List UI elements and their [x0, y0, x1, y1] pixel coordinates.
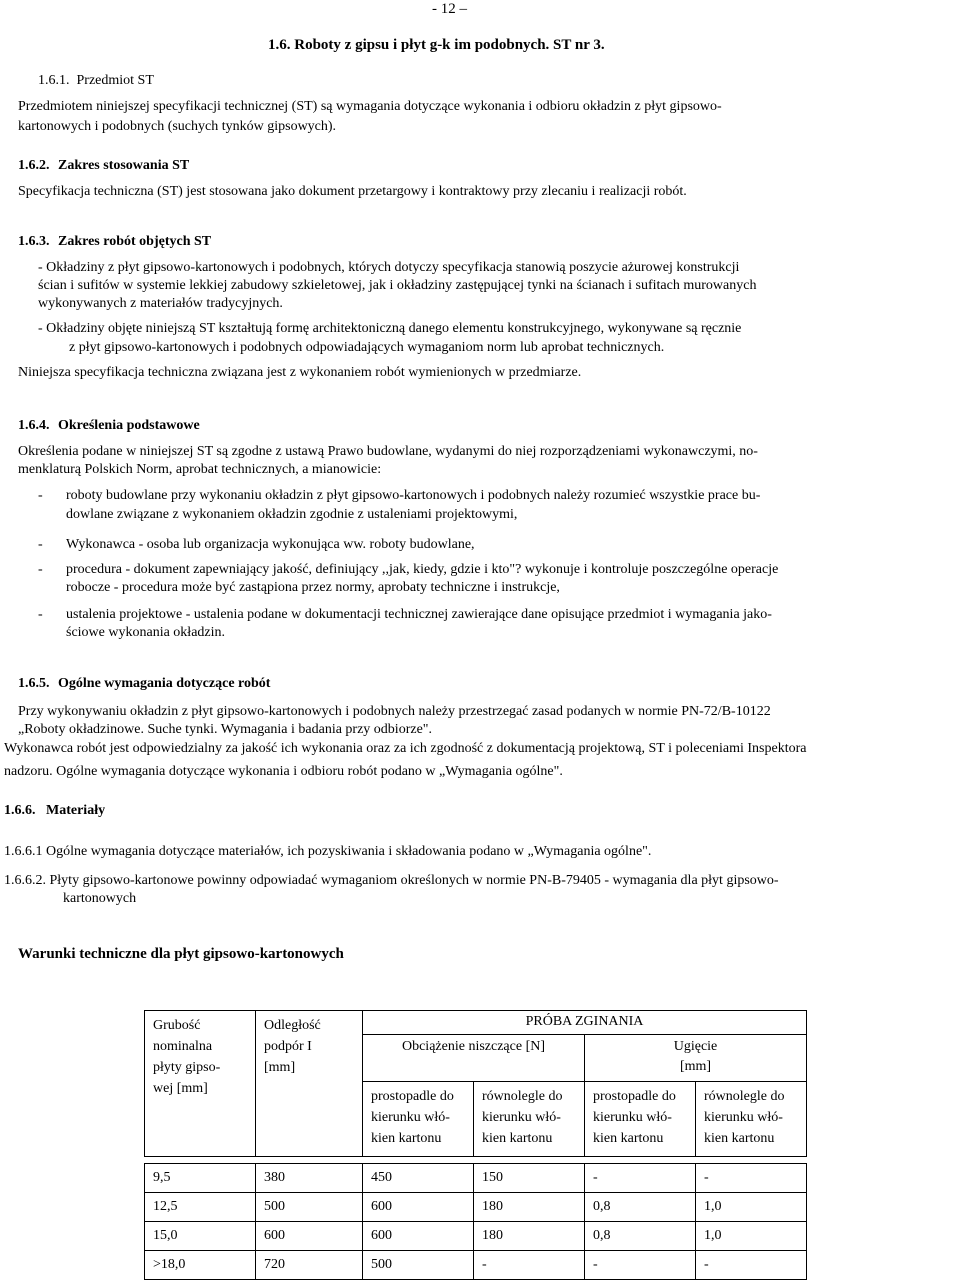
section-1-6-1-heading: [38, 72, 154, 90]
table-cell: 500: [363, 1251, 474, 1280]
table-cell: -: [696, 1164, 807, 1193]
chapter-heading: 1.6. Roboty z gipsu i płyt g-k im podobnych. ST nr 3.: [268, 37, 605, 53]
table-cell: 720: [256, 1251, 363, 1280]
header-line: kien kartonu: [482, 1130, 553, 1146]
section-number: 1.6.5.: [18, 676, 50, 691]
list-item-line: - Okładziny z płyt gipsowo-kartonowych i podobnych, których dotyczy specyfikacja stanowią poszycie ażurowej konstrukcji: [38, 260, 740, 275]
header-line: równolegle do: [704, 1088, 785, 1104]
header-odleglosc: [256, 1011, 363, 1157]
header-prostopadle: [363, 1081, 474, 1156]
table-cell: 12,5: [145, 1193, 256, 1222]
paragraph-line: „Roboty okładzinowe. Suche tynki. Wymagania i badania przy odbiorze".: [18, 722, 432, 737]
section-number: 1.6.3.: [18, 234, 50, 249]
table-title: Warunki techniczne dla płyt gipsowo-kartonowych: [18, 946, 344, 962]
section-title: Zakres stosowania ST: [58, 158, 190, 173]
paragraph-line: 1.6.6.1 Ogólne wymagania dotyczące materiałów, ich pozyskiwania i składowania podano w „Wymagania ogólne".: [4, 844, 652, 859]
table-cell: 600: [363, 1193, 474, 1222]
table-cell: 180: [474, 1193, 585, 1222]
table-cell: >18,0: [145, 1251, 256, 1280]
list-item-line: ustalenia projektowe - ustalenia podane w dokumentacji technicznej zawierające dane opisujące przedmiot i wymagania jako-: [66, 607, 772, 622]
paragraph-line: Przedmiotem niniejszej specyfikacji technicznej (ST) są wymagania dotyczące wykonania i odbioru okładzin z płyt gipsowo-: [18, 99, 722, 114]
table-cell: 1,0: [696, 1193, 807, 1222]
header-obciazenie: Obciążenie niszczące [N]: [363, 1034, 585, 1081]
paragraph-line: 1.6.6.2. Płyty gipsowo-kartonowe powinny odpowiadać wymaganiom określonych w normie PN-B-79405 - wymagania dla płyt gipsowo-: [4, 873, 779, 888]
header-line: Ugięcie: [673, 1038, 718, 1054]
header-line: nominalna: [153, 1039, 213, 1054]
header-line: kien kartonu: [593, 1130, 664, 1146]
header-line: prostopadle do: [371, 1088, 454, 1104]
section-title: Przedmiot ST: [76, 73, 154, 88]
header-line: kierunku włó-: [593, 1109, 672, 1125]
table-cell: 180: [474, 1222, 585, 1251]
table-cell: -: [585, 1251, 696, 1280]
section-1-6-3-heading: [18, 233, 211, 251]
table-cell: 450: [363, 1164, 474, 1193]
bullet-dash: -: [38, 488, 43, 503]
table-row: [145, 1251, 807, 1280]
list-item-line: robocze - procedura może być zastąpiona przez normy, aprobaty techniczne i instrukcje,: [66, 580, 560, 595]
header-line: prostopadle do: [593, 1088, 676, 1104]
header-ugiecie: [585, 1034, 807, 1081]
section-title: Określenia podstawowe: [58, 418, 200, 433]
table-cell: 0,8: [585, 1222, 696, 1251]
header-line: płyty gipso-: [153, 1060, 221, 1075]
header-line: kierunku włó-: [482, 1109, 561, 1125]
table-cell: 600: [256, 1222, 363, 1251]
technical-conditions-table: [144, 1010, 807, 1280]
list-item-line: - Okładziny objęte niniejszą ST kształtują formę architektoniczną danego elementu konstrukcyjnego, wykonywane są ręcznie: [38, 321, 742, 336]
list-item-line: ścian i sufitów w systemie lekkiej zabudowy szkieletowej, jak i okładziny zastępującej tynki na ścianach i sufitach murowanych: [38, 278, 757, 293]
paragraph-line: nadzoru. Ogólne wymagania dotyczące wykonania i odbioru robót podano w „Wymagania ogólne".: [4, 764, 563, 779]
list-item-line: wykonywanych z materiałów tradycyjnych.: [38, 296, 283, 311]
header-rownolegle: [474, 1081, 585, 1156]
table-cell: 600: [363, 1222, 474, 1251]
section-number: 1.6.1.: [38, 73, 70, 88]
list-item-line: ściowe wykonania okładzin.: [66, 625, 226, 640]
header-line: kierunku włó-: [704, 1109, 783, 1125]
header-line: [mm]: [679, 1058, 712, 1074]
table-row: [145, 1164, 807, 1193]
table-cell: -: [696, 1251, 807, 1280]
list-item-line: Wykonawca - osoba lub organizacja wykonująca ww. roboty budowlane,: [66, 537, 475, 552]
bullet-dash: -: [38, 537, 43, 552]
paragraph-line: Określenia podane w niniejszej ST są zgodne z ustawą Prawo budowlane, wydanymi do niej rozporządzeniami wykonawczymi, no-: [18, 444, 758, 459]
table-cell: 15,0: [145, 1222, 256, 1251]
header-line: kien kartonu: [704, 1130, 775, 1146]
header-line: [mm]: [264, 1060, 296, 1075]
bullet-dash: -: [38, 562, 43, 577]
section-1-6-6-heading: 1.6.6. Materiały: [4, 803, 106, 818]
section-title: Ogólne wymagania dotyczące robót: [58, 676, 271, 691]
table-cell: 9,5: [145, 1164, 256, 1193]
table-header-row: [145, 1011, 807, 1035]
table-cell: 380: [256, 1164, 363, 1193]
page-number: - 12 –: [432, 1, 467, 17]
table-row: [145, 1193, 807, 1222]
paragraph-line: menklaturą Polskich Norm, aprobat technicznych, a mianowicie:: [18, 462, 382, 477]
paragraph-line: Wykonawca robót jest odpowiedzialny za jakość ich wykonania oraz za ich zgodność z dokumentacją projektową, ST i poleceniami Inspektora: [4, 741, 807, 756]
header-line: równolegle do: [482, 1088, 563, 1104]
section-number: 1.6.2.: [18, 158, 50, 173]
table-cell: -: [585, 1164, 696, 1193]
section-number: 1.6.4.: [18, 418, 50, 433]
paragraph-line: Specyfikacja techniczna (ST) jest stosowana jako dokument przetargowy i kontraktowy przy zlecaniu i realizacji robót.: [18, 184, 687, 199]
table-cell: 1,0: [696, 1222, 807, 1251]
list-item-line: roboty budowlane przy wykonaniu okładzin z płyt gipsowo-kartonowych i podobnych należy rozumieć wszystkie prace bu-: [66, 488, 761, 503]
header-rownolegle: [696, 1081, 807, 1156]
list-item-line: z płyt gipsowo-kartonowych i podobnych odpowiadających wymaganiom norm lub aprobat technicznych.: [69, 340, 665, 355]
bullet-dash: -: [38, 607, 43, 622]
header-line: podpór I: [264, 1039, 312, 1054]
header-grubosc: [145, 1011, 256, 1157]
list-item-line: dowlane związane z wykonaniem okładzin zgodnie z ustaleniami projektowymi,: [66, 507, 518, 522]
table-cell: 0,8: [585, 1193, 696, 1222]
table-cell: -: [474, 1251, 585, 1280]
table-cell: 150: [474, 1164, 585, 1193]
table-spacer-row: [145, 1157, 807, 1164]
header-line: kierunku włó-: [371, 1109, 450, 1125]
header-prostopadle: [585, 1081, 696, 1156]
section-1-6-5-heading: [18, 675, 270, 693]
list-item-line: procedura - dokument zapewniający jakość, definiujący ,,jak, kiedy, gdzie i kto"? wykonuje i kontroluje poszczególne operacje: [66, 562, 779, 577]
section-1-6-4-heading: [18, 417, 200, 435]
header-line: Grubość: [153, 1018, 201, 1033]
paragraph-line: kartonowych: [63, 891, 137, 906]
section-1-6-2-heading: [18, 157, 189, 175]
header-line: Odległość: [264, 1018, 321, 1033]
table-cell: 500: [256, 1193, 363, 1222]
table-row: [145, 1222, 807, 1251]
section-title: Zakres robót objętych ST: [58, 234, 212, 249]
paragraph-line: Przy wykonywaniu okładzin z płyt gipsowo-kartonowych i podobnych należy przestrzegać zasad podanych w normie PN-72/B-10122: [18, 704, 771, 719]
paragraph-line: kartonowych i podobnych (suchych tynków gipsowych).: [18, 119, 337, 134]
header-line: kien kartonu: [371, 1130, 442, 1146]
paragraph-line: Niniejsza specyfikacja techniczna związana jest z wykonaniem robót wymienionych w przedmiarze.: [18, 365, 582, 380]
header-line: wej [mm]: [153, 1081, 208, 1096]
header-proba: PRÓBA ZGINANIA: [363, 1011, 807, 1035]
